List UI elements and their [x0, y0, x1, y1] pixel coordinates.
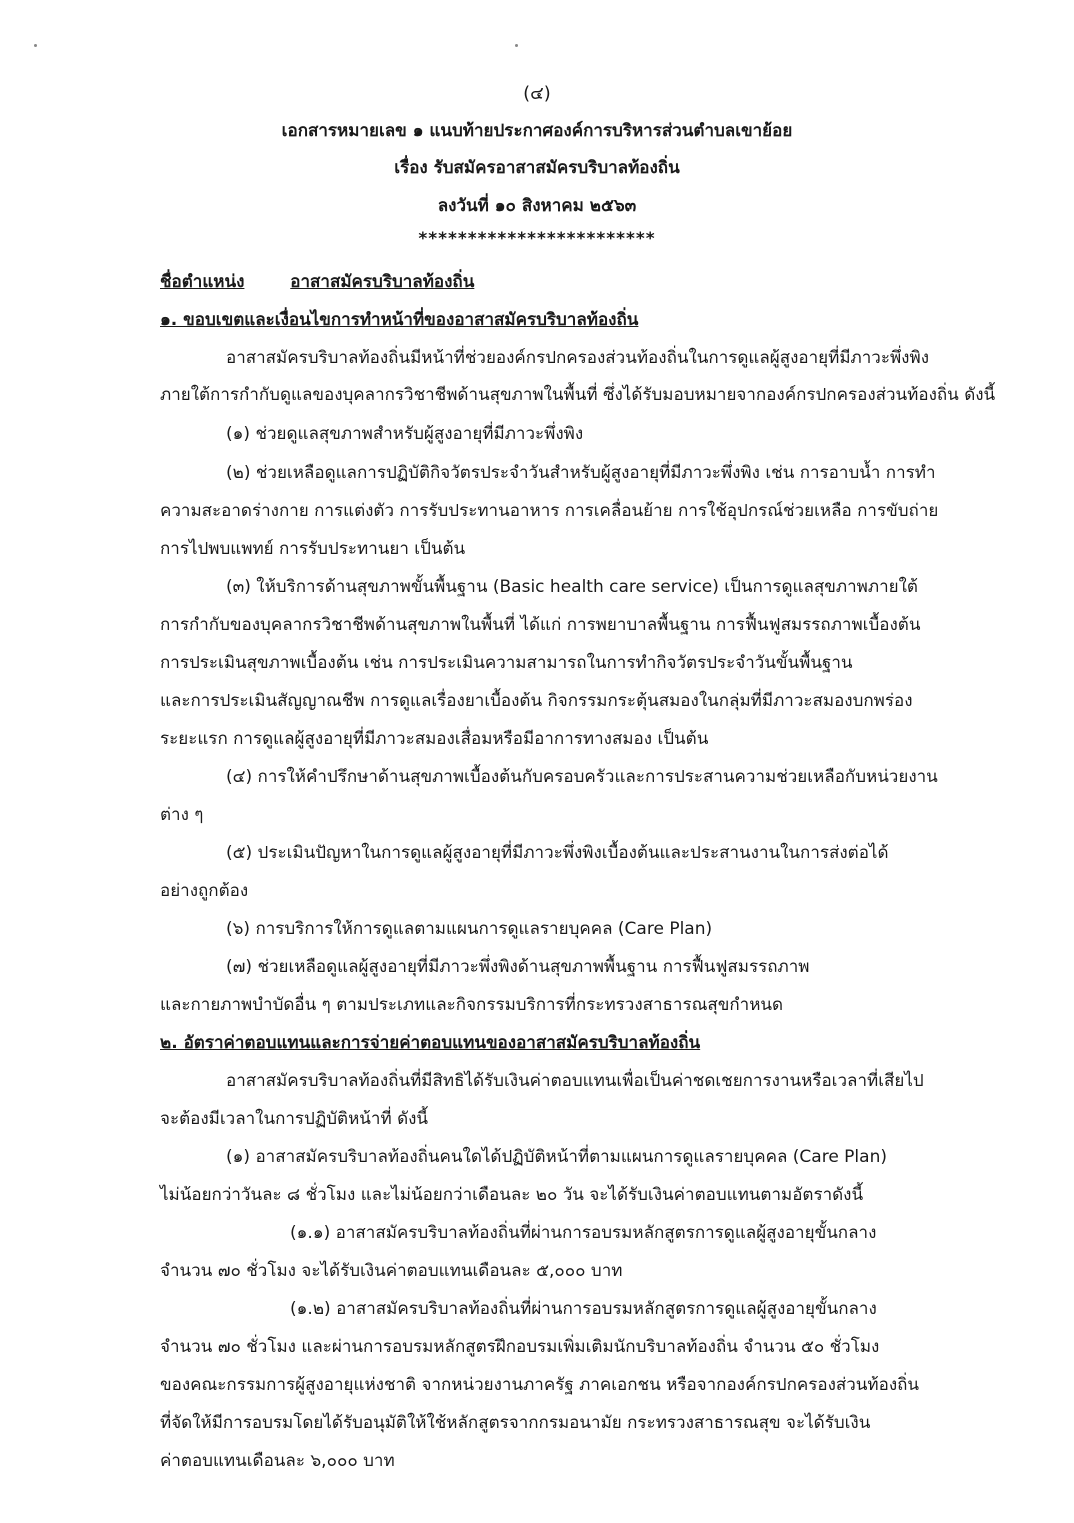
list-item: (๑.๒) อาสาสมัครบริบาลท้องถิ่นที่ผ่านการอบรมหลักสูตรการดูแลผู้สูงอายุขั้นกลาง — [290, 1299, 877, 1319]
paragraph-line: ต่าง ๆ — [160, 805, 204, 825]
list-item: (๒) ช่วยเหลือดูแลการปฏิบัติกิจวัตรประจำวันสำหรับผู้สูงอายุที่มีภาวะพึ่งพิง เช่น การอาบน้ำ การทำ — [226, 463, 936, 483]
page-number: (๔) — [523, 83, 551, 104]
paragraph-line: ไม่น้อยกว่าวันละ ๘ ชั่วโมง และไม่น้อยกว่าเดือนละ ๒๐ วัน จะได้รับเงินค่าตอบแทนตามอัตราดังนี้ — [160, 1185, 864, 1205]
separator-stars: ************************ — [418, 229, 656, 249]
paragraph-line: ที่จัดให้มีการอบรมโดยได้รับอนุมัติให้ใช้หลักสูตรจากกรมอนามัย กระทรวงสาธารณสุข จะได้รับเงิน — [160, 1413, 871, 1433]
paragraph-line: และการประเมินสัญญาณชีพ การดูแลเรื่องยาเบื้องต้น กิจกรรมกระตุ้นสมองในกลุ่มที่มีภาวะสมองบกพร่อง — [160, 691, 913, 711]
paragraph-line: ภายใต้การกำกับดูแลของบุคลากรวิชาชีพด้านสุขภาพในพื้นที่ ซึ่งได้รับมอบหมายจากองค์กรปกครองส่วนท้องถิ่น ดังนี้ — [160, 385, 996, 405]
paragraph-line: และกายภาพบำบัดอื่น ๆ ตามประเภทและกิจกรรมบริการที่กระทรวงสาธารณสุขกำหนด — [160, 995, 784, 1015]
list-item: (๔) การให้คำปรึกษาด้านสุขภาพเบื้องต้นกับครอบครัวและการประสานความช่วยเหลือกับหน่วยงาน — [226, 767, 938, 787]
list-item: (๖) การบริการให้การดูแลตามแผนการดูแลรายบุคคล (Care Plan) — [226, 919, 713, 939]
paragraph-line: จำนวน ๗๐ ชั่วโมง และผ่านการอบรมหลักสูตรฝึกอบรมเพิ่มเติมนักบริบาลท้องถิ่น จำนวน ๕๐ ชั่วโมง — [160, 1337, 880, 1357]
list-item: (๗) ช่วยเหลือดูแลผู้สูงอายุที่มีภาวะพึ่งพิงด้านสุขภาพพื้นฐาน การฟื้นฟูสมรรถภาพ — [226, 957, 810, 977]
section-1-heading: ๑. ขอบเขตและเงื่อนไขการทำหน้าที่ของอาสาสมัครบริบาลท้องถิ่น — [160, 310, 639, 330]
paragraph-line: ค่าตอบแทนเดือนละ ๖,๐๐๐ บาท — [160, 1451, 395, 1471]
list-item: (๑) อาสาสมัครบริบาลท้องถิ่นคนใดได้ปฏิบัติหน้าที่ตามแผนการดูแลรายบุคคล (Care Plan) — [226, 1147, 887, 1167]
paragraph-line: จะต้องมีเวลาในการปฏิบัติหน้าที่ ดังนี้ — [160, 1109, 429, 1129]
paragraph-line: การประเมินสุขภาพเบื้องต้น เช่น การประเมินความสามารถในการทำกิจวัตรประจำวันขั้นพื้นฐาน — [160, 653, 853, 673]
paragraph-line: ของคณะกรรมการผู้สูงอายุแห่งชาติ จากหน่วยงานภาครัฐ ภาคเอกชน หรือจากองค์กรปกครองส่วนท้องถิ่น — [160, 1375, 920, 1395]
doc-date: ลงวันที่ ๑๐ สิงหาคม ๒๕๖๓ — [437, 196, 637, 216]
doc-title: เอกสารหมายเลข ๑ แนบท้ายประกาศองค์การบริหารส่วนตำบลเขาย้อย — [281, 121, 793, 141]
list-item: (๑.๑) อาสาสมัครบริบาลท้องถิ่นที่ผ่านการอบรมหลักสูตรการดูแลผู้สูงอายุขั้นกลาง — [290, 1223, 877, 1243]
position-line — [160, 268, 474, 295]
list-item: (๕) ประเมินปัญหาในการดูแลผู้สูงอายุที่มีภาวะพึ่งพิงเบื้องต้นและประสานงานในการส่งต่อได้ — [226, 843, 889, 863]
paragraph-line: ระยะแรก การดูแลผู้สูงอายุที่มีภาวะสมองเสื่อมหรือมีอาการทางสมอง เป็นต้น — [160, 729, 709, 749]
doc-subject: เรื่อง รับสมัครอาสาสมัครบริบาลท้องถิ่น — [394, 158, 680, 178]
paragraph-line: การไปพบแพทย์ การรับประทานยา เป็นต้น — [160, 539, 466, 559]
paragraph-line: จำนวน ๗๐ ชั่วโมง จะได้รับเงินค่าตอบแทนเดือนละ ๕,๐๐๐ บาท — [160, 1261, 623, 1281]
scan-speck — [515, 44, 518, 47]
section-2-heading: ๒. อัตราค่าตอบแทนและการจ่ายค่าตอบแทนของอาสาสมัครบริบาลท้องถิ่น — [160, 1033, 701, 1053]
position-label: ชื่อตำแหน่ง — [160, 272, 245, 292]
list-item: (๓) ให้บริการด้านสุขภาพขั้นพื้นฐาน (Basic health care service) เป็นการดูแลสุขภาพภายใต้ — [226, 577, 918, 597]
paragraph-line: การกำกับของบุคลากรวิชาชีพด้านสุขภาพในพื้นที่ ได้แก่ การพยาบาลพื้นฐาน การฟื้นฟูสมรรถภาพเบื้องต้น — [160, 615, 921, 635]
paragraph-line: อาสาสมัครบริบาลท้องถิ่นที่มีสิทธิได้รับเงินค่าตอบแทนเพื่อเป็นค่าชดเชยการงานหรือเวลาที่เสียไป — [226, 1071, 924, 1091]
paragraph-line: ความสะอาดร่างกาย การแต่งตัว การรับประทานอาหาร การเคลื่อนย้าย การใช้อุปกรณ์ช่วยเหลือ การขับถ่าย — [160, 501, 939, 521]
paragraph-line: อาสาสมัครบริบาลท้องถิ่นมีหน้าที่ช่วยองค์กรปกครองส่วนท้องถิ่นในการดูแลผู้สูงอายุที่มีภาวะพึ่งพิง — [226, 348, 929, 368]
list-item: (๑) ช่วยดูแลสุขภาพสำหรับผู้สูงอายุที่มีภาวะพึ่งพิง — [226, 424, 584, 444]
paragraph-line: อย่างถูกต้อง — [160, 881, 249, 901]
scan-speck — [34, 44, 37, 47]
position-value: อาสาสมัครบริบาลท้องถิ่น — [290, 272, 475, 292]
